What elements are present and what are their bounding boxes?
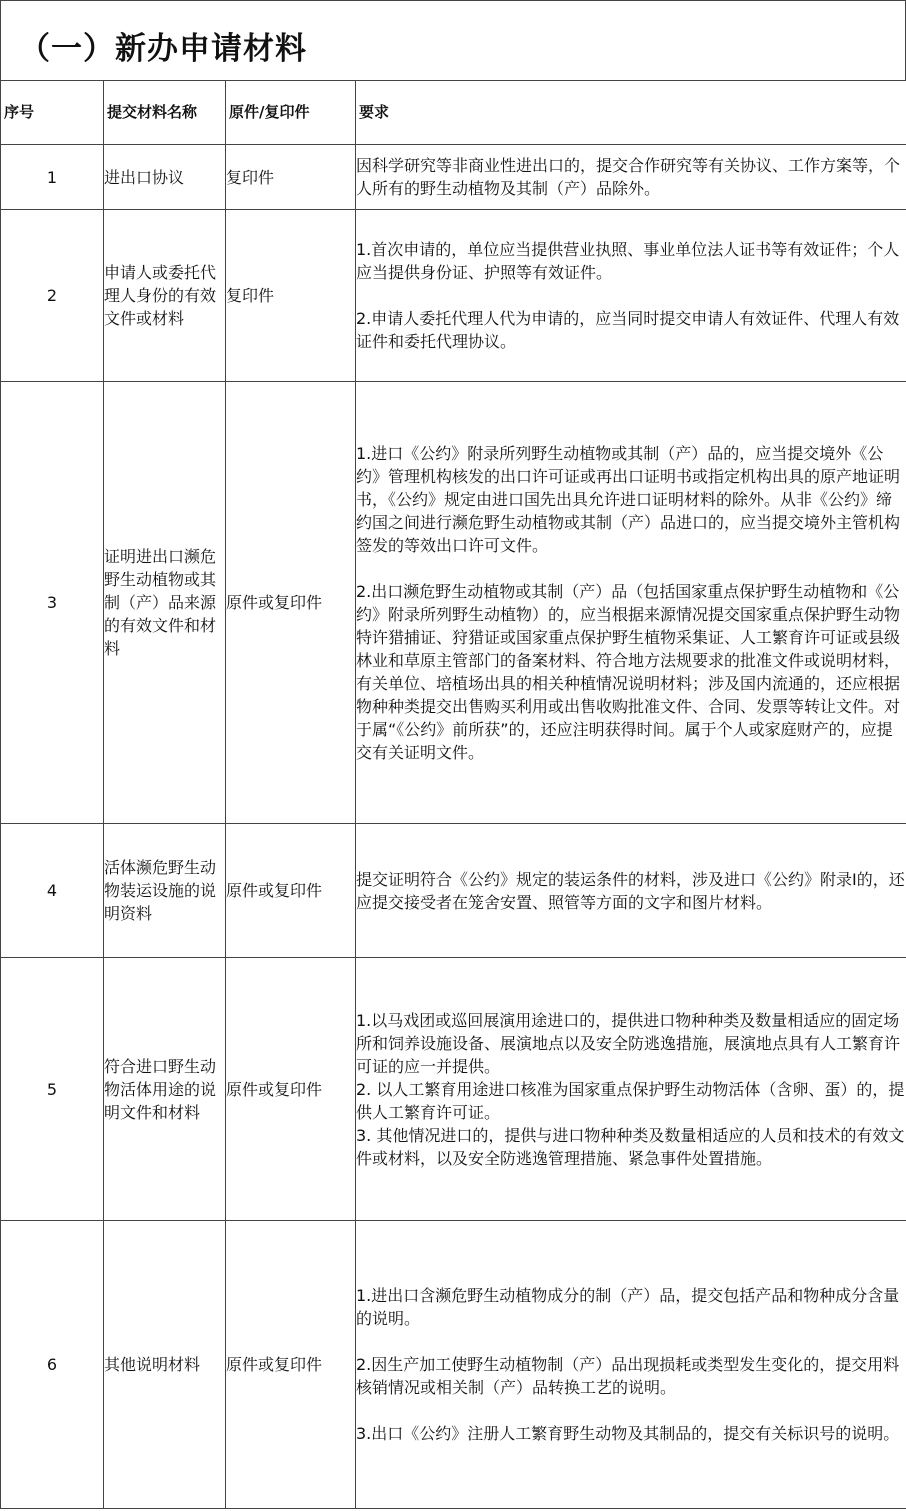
header-no: 序号	[1, 81, 104, 145]
material-name: 证明进出口濒危野生动植物或其制（产）品来源的有效文件和材料	[104, 382, 226, 824]
header-requirement: 要求	[356, 81, 906, 145]
requirement-text: 1.首次申请的，单位应当提供营业执照、事业单位法人证书等有效证件；个人应当提供身份证、护照等有效证件。	[356, 240, 900, 282]
material-name: 符合进口野生动物活体用途的说明文件和材料	[104, 958, 226, 1221]
section-header	[0, 0, 906, 81]
table-row	[1, 824, 906, 958]
table-row	[1, 958, 906, 1221]
table-header-row	[1, 81, 906, 145]
material-name: 其他说明材料	[104, 1221, 226, 1509]
document-type: 原件或复印件	[226, 382, 356, 824]
requirement-text: 2.出口濒危野生动植物或其制（产）品（包括国家重点保护野生动植物和《公约》附录所列野生动植物）的，应当根据来源情况提交国家重点保护野生动物特许猎捕证、狩猎证或国家重点保护野生植物采集证、人工繁育许可证或县级林业和草原主管部门的备案材料、符合地方法规要求的批准文件或说明材料，有关单位、培植场出具的相关种植情况说明材料；涉及国内流通的，还应根据物种种类提交出售购买利用或出售收购批准文件、合同、发票等转让文件。对于属“《公约》前所获”的，还应注明获得时间。属于个人或家庭财产的，应提交有关证明文件。	[356, 581, 901, 762]
requirement-text: 2. 以人工繁育用途进口核准为国家重点保护野生动物活体（含卵、蛋）的，提供人工繁育许可证。	[356, 1079, 905, 1122]
document-type: 原件或复印件	[226, 958, 356, 1221]
row-number: 2	[1, 210, 104, 382]
requirement-text: 1.以马戏团或巡回展演用途进口的，提供进口物种种类及数量相适应的固定场所和饲养设施设备、展演地点以及安全防逃逸措施，展演地点具有人工繁育许可证的应一并提供。	[356, 1010, 901, 1076]
requirement-text: 提交证明符合《公约》规定的装运条件的材料，涉及进口《公约》附录Ⅰ的，还应提交接受者在笼舍安置、照管等方面的文字和图片材料。	[356, 869, 905, 912]
requirement-text: 2.申请人委托代理人代为申请的，应当同时提交申请人有效证件、代理人有效证件和委托代理协议。	[356, 309, 900, 351]
row-number: 3	[1, 382, 104, 824]
requirement-cell	[356, 1221, 906, 1509]
table-row	[1, 1221, 906, 1509]
table-row	[1, 382, 906, 824]
materials-table	[0, 80, 906, 1509]
requirement-cell	[356, 145, 906, 210]
header-type: 原件/复印件	[226, 81, 356, 145]
requirement-text: 2.因生产加工使野生动植物制（产）品出现损耗或类型发生变化的，提交用料核销情况或相关制（产）品转换工艺的说明。	[356, 1355, 900, 1397]
row-number: 1	[1, 145, 104, 210]
header-name: 提交材料名称	[104, 81, 226, 145]
material-name: 进出口协议	[104, 145, 226, 210]
requirement-text: 3.出口《公约》注册人工繁育野生动物及其制品的，提交有关标识号的说明。	[356, 1424, 900, 1443]
row-number: 4	[1, 824, 104, 958]
section-title: （一）新办申请材料	[19, 31, 307, 67]
document-type: 复印件	[226, 145, 356, 210]
material-name: 申请人或委托代理人身份的有效文件或材料	[104, 210, 226, 382]
requirement-cell	[356, 382, 906, 824]
document-type: 复印件	[226, 210, 356, 382]
table-row	[1, 145, 906, 210]
requirement-cell	[356, 824, 906, 958]
row-number: 5	[1, 958, 104, 1221]
document-type: 原件或复印件	[226, 824, 356, 958]
material-name: 活体濒危野生动物装运设施的说明资料	[104, 824, 226, 958]
requirement-text: 因科学研究等非商业性进出口的，提交合作研究等有关协议、工作方案等，个人所有的野生动植物及其制（产）品除外。	[356, 156, 901, 198]
row-number: 6	[1, 1221, 104, 1509]
requirement-text: 3. 其他情况进口的，提供与进口物种种类及数量相适应的人员和技术的有效文件或材料，以及安全防逃逸管理措施、紧急事件处置措施。	[356, 1125, 905, 1168]
requirement-text: 1.进出口含濒危野生动植物成分的制（产）品，提交包括产品和物种成分含量的说明。	[356, 1286, 900, 1328]
table-row	[1, 210, 906, 382]
requirement-text: 1.进口《公约》附录所列野生动植物或其制（产）品的，应当提交境外《公约》管理机构核发的出口许可证或再出口证明书或指定机构出具的原产地证明书，《公约》规定由进口国先出具允许进口证明材料的除外。从非《公约》缔约国之间进行濒危野生动植物或其制（产）品进口的，应当提交境外主管机构签发的等效出口许可文件。	[356, 443, 901, 555]
requirement-cell	[356, 210, 906, 382]
requirement-cell	[356, 958, 906, 1221]
document-type: 原件或复印件	[226, 1221, 356, 1509]
